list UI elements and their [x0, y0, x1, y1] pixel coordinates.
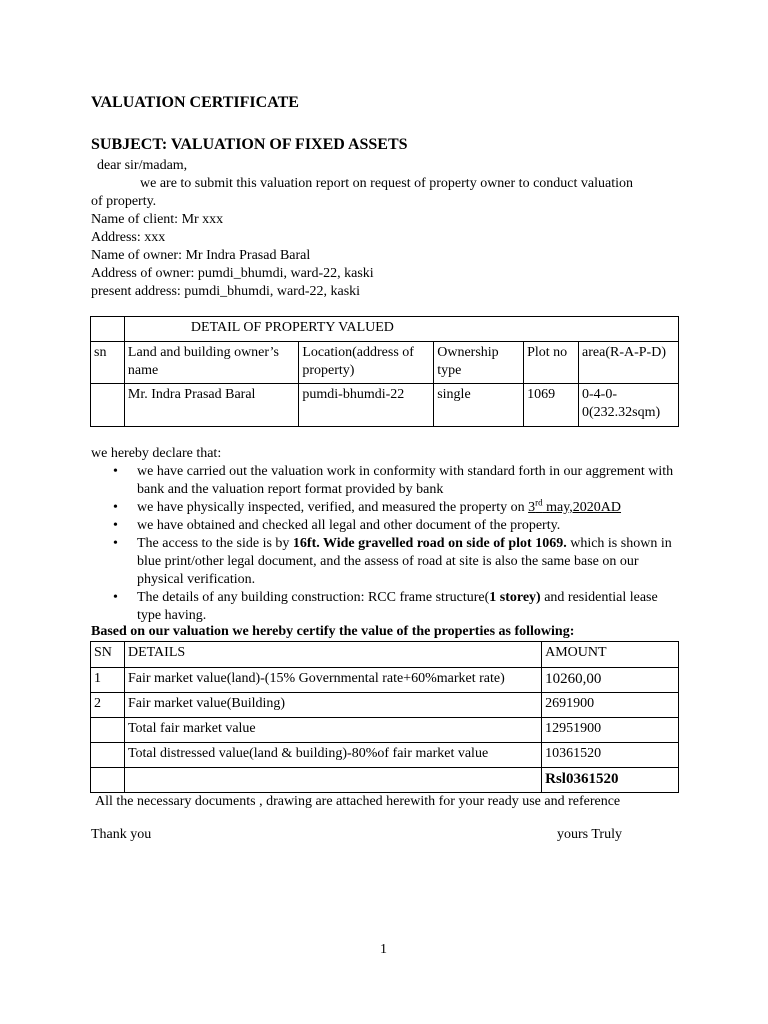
sign-off: yours Truly — [557, 827, 622, 842]
document-title: VALUATION CERTIFICATE — [91, 94, 299, 111]
column-header: SN — [91, 642, 125, 668]
property-table-heading: DETAIL OF PROPERTY VALUED — [124, 317, 678, 342]
table-cell — [91, 768, 125, 793]
column-header: DETAILS — [124, 642, 541, 668]
table-cell: Fair market value(Building) — [124, 693, 541, 718]
bullet-icon: • — [113, 536, 118, 551]
table-row — [91, 693, 679, 718]
declaration-intro: we hereby declare that: — [91, 446, 222, 461]
valuation-table — [90, 641, 679, 793]
table-row — [91, 718, 679, 743]
intro-line-1: we are to submit this valuation report on request of property owner to conduct valuation — [140, 176, 633, 191]
table-cell — [91, 718, 125, 743]
table-header-row — [91, 342, 679, 384]
bullet-icon: • — [113, 590, 118, 605]
greeting: dear sir/madam, — [97, 158, 188, 173]
column-header: area(R-A-P-D) — [579, 342, 679, 384]
attachment-note: All the necessary documents , drawing are attached herewith for your ready use and reference — [95, 794, 621, 809]
table-header-row — [91, 642, 679, 668]
owner-name: Name of owner: Mr Indra Prasad Baral — [91, 248, 311, 263]
table-cell: 1069 — [524, 384, 579, 427]
table-cell: 10260,00 — [542, 668, 679, 693]
table-cell: 12951900 — [542, 718, 679, 743]
list-item: • we have carried out the valuation work in conformity with standard forth in our aggrement with bank and the valuation report format provided by bank — [113, 464, 674, 497]
bullet-icon: • — [113, 500, 118, 515]
column-header: AMOUNT — [542, 642, 679, 668]
table-cell: 10361520 — [542, 743, 679, 768]
list-item: • we have physically inspected, verified, and measured the property on 3rd may,2020AD — [113, 497, 622, 515]
subject-heading: SUBJECT: VALUATION OF FIXED ASSETS — [91, 136, 408, 153]
list-item: • The details of any building construction: RCC frame structure(1 storey) and residential lease type having. — [113, 590, 658, 623]
table-cell: 2 — [91, 693, 125, 718]
thank-you: Thank you — [91, 827, 152, 842]
bullet-icon: • — [113, 464, 118, 479]
table-row — [91, 768, 679, 793]
table-cell: Mr. Indra Prasad Baral — [124, 384, 298, 427]
table-row — [91, 668, 679, 693]
table-cell — [91, 743, 125, 768]
total-amount: Rsl0361520 — [542, 768, 679, 793]
list-item: • we have obtained and checked all legal and other document of the property. — [113, 518, 561, 533]
table-cell — [124, 768, 541, 793]
client-name: Name of client: Mr xxx — [91, 212, 224, 227]
table-cell — [91, 317, 125, 342]
column-header: Land and building owner’s name — [124, 342, 298, 384]
client-address: Address: xxx — [91, 230, 166, 245]
column-header: Ownership type — [434, 342, 524, 384]
table-cell: Fair market value(land)-(15% Governmental rate+60%market rate) — [124, 668, 541, 693]
bullet-icon: • — [113, 518, 118, 533]
column-header: Plot no — [524, 342, 579, 384]
table-cell: Total fair market value — [124, 718, 541, 743]
table-cell — [91, 384, 125, 427]
intro-line-2: of property. — [91, 194, 157, 209]
property-detail-table — [90, 316, 679, 427]
table-cell: 1 — [91, 668, 125, 693]
table-row — [91, 384, 679, 427]
column-header: sn — [91, 342, 125, 384]
table-cell: pumdi-bhumdi-22 — [299, 384, 434, 427]
table-cell: 0-4-0-0(232.32sqm) — [579, 384, 679, 427]
declaration-list — [91, 463, 681, 625]
list-item: • The access to the side is by 16ft. Wide gravelled road on side of plot 1069. which is shown in blue print/other legal document, and the assess of road at site is also the same base on our physical verification. — [113, 536, 672, 587]
table-cell: 2691900 — [542, 693, 679, 718]
table-cell: Total distressed value(land & building)-80%of fair market value — [124, 743, 541, 768]
owner-address: Address of owner: pumdi_bhumdi, ward-22, kaski — [91, 266, 374, 281]
table-row — [91, 743, 679, 768]
page-number: 1 — [380, 942, 387, 957]
certify-statement: Based on our valuation we hereby certify the value of the properties as following: — [91, 624, 575, 639]
inspection-date: 3rd may,2020AD — [528, 497, 622, 515]
table-cell: single — [434, 384, 524, 427]
present-address: present address: pumdi_bhumdi, ward-22, kaski — [91, 284, 361, 299]
column-header: Location(address of property) — [299, 342, 434, 384]
